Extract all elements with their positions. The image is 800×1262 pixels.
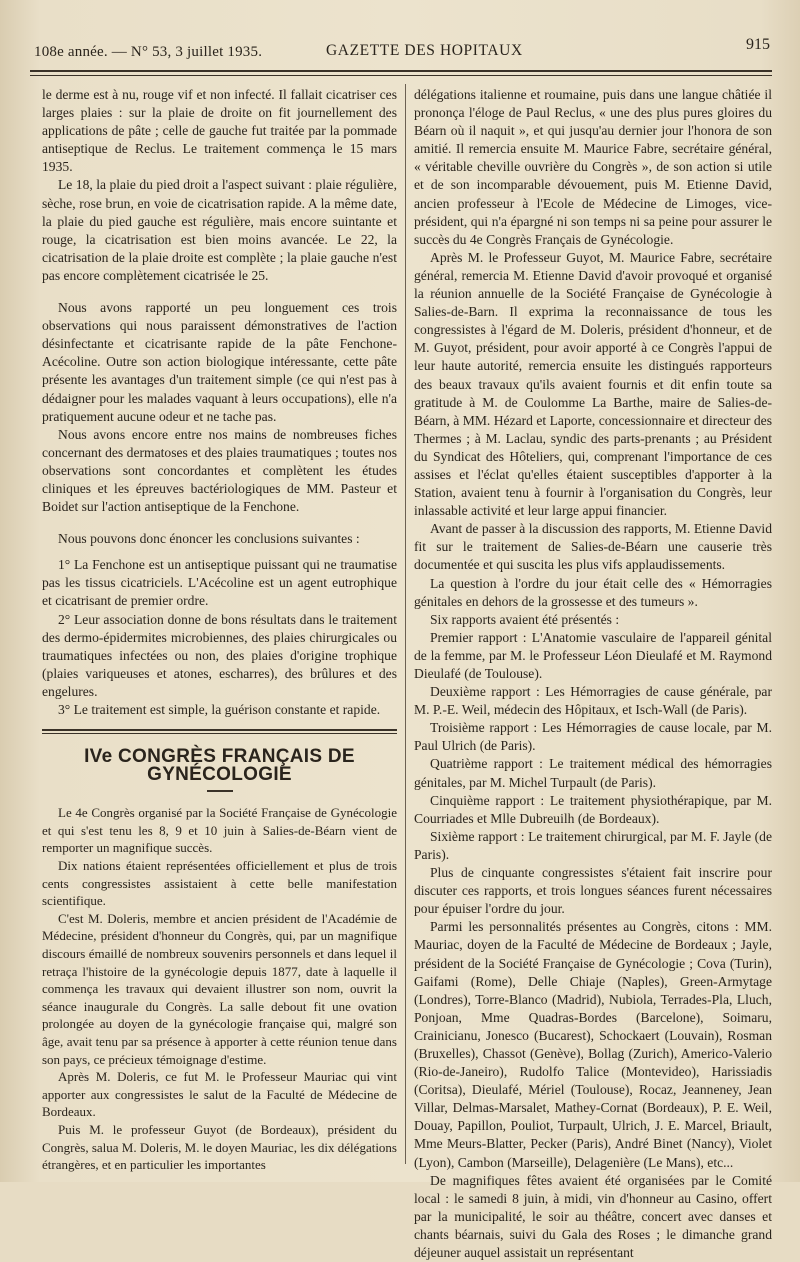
paragraph: Dix nations étaient représentées officiellement et plus de trois cents congressistes assistaient à cette belle manifestation scientifique. [42, 858, 397, 909]
header-rule [30, 70, 772, 72]
paragraph: Après M. le Professeur Guyot, M. Maurice Fabre, secrétaire général, remercia M. Etienne David d'avoir provoqué et organisé la réunion annuelle de la Société Française de Gynécologie à Salies-de-Barn. Il exprima la reconnaissance de tous les congressistes à l'égard de M. Doleris, président d'honneur, et de M. Guyot, président, pour avoir apporté à ce Congrès l'appui de leur haute autorité, remercia ensuite les distingués rapporteurs des beaux travaux qu'ils avaient fournis et dit enfin toute sa gratitude à M. de Coulomme La Barthe, maire de Salies-de-Béarn, à MM. Hézard et Laporte, concessionnaire et directeur des Thermes ; à M. Laclau, syndic des parts-prenants ; au Président du Syndicat des Hôteliers, qui, comprenant l'importance de ces assises et l'éclat qu'elles étaient susceptibles d'apporter à la Station, avaient tenu à fournir à l'organisation du Congrès, leur inlassable activité et leur large appui financier. [414, 249, 772, 519]
paragraph: C'est M. Doleris, membre et ancien président de l'Académie de Médecine, président d'honneur du Congrès, qui, par un magnifique discours émaillé de nombreux souvenirs personnels et dans lequel il retraça l'histoire de la gynécologie depuis 1877, date à laquelle il commença les travaux qui devaient illustrer son nom, ouvrit la séance inaugurale du Congrès. La salle debout fit une ovation prolongée au doyen de la gynécologie française qui, malgré son âge, avait tenu par sa présence à apporter à cette réunion tenue dans son pays, ce précieux témoignage d'estime. [42, 910, 397, 1067]
section-rule-thin [42, 733, 397, 734]
title-underline [207, 790, 233, 792]
paragraph: La question à l'ordre du jour était celle des « Hémorragies génitales en dehors de la grossesse et des tumeurs ». [414, 575, 772, 609]
paragraph: Nous avons rapporté un peu longuement ces trois observations qui nous paraissent démonstratives de l'action désinfectante et cicatrisante rapide de la pâte Fenchone-Acécoline. Outre son action biologique intéressante, cette pâte présente les avantages d'un traitement simple (ce qui n'est pas à dédaigner pour les malades vaquant à leurs occupations), elle n'a pratiquement aucune odeur et ne tache pas. [42, 300, 397, 424]
conclusion-item: 3° Le traitement est simple, la guérison constante et rapide. [58, 702, 381, 717]
page-number: 915 [746, 36, 770, 53]
paragraph: Six rapports avaient été présentés : [430, 611, 620, 627]
conclusion-item: 2° Leur association donne de bons résultats dans le traitement des dermo-épidermites microbiennes, des plaies chirurgicales ou traumatiques infectées ou non, des plaies d'origine trophique (plaies variqueuses et atones, escharres), des brûlures et des engelures. [42, 611, 397, 699]
paragraph: De magnifiques fêtes avaient été organisées par le Comité local : le samedi 8 juin, à midi, vin d'honneur au Casino, offert par la municipalité, le soir au théâtre, concert avec danses et chants béarnais, suivi du Gala des Roses ; le dimanche grand déjeuner auquel assistait un représentant [414, 1172, 772, 1260]
report-item: Quatrième rapport : Le traitement médical des hémorragies génitales, par M. Michel Turpault (de Paris). [414, 756, 772, 790]
right-column [414, 86, 772, 1262]
report-item: Deuxième rapport : Les Hémorragies de cause générale, par M. P.-E. Weil, médecin des Hôpitaux, et Isch-Wall (de Paris). [414, 684, 772, 718]
section-title: IVe CONGRÈS FRANÇAIS DE GYNÉCOLOGIE [84, 746, 355, 786]
conclusion-item: 1° La Fenchone est un antiseptique puissant qui ne traumatise pas les tissus cicatriciels. L'Acécoline est un agent eutrophique et cicatrisant de premier ordre. [42, 557, 397, 609]
paragraph: Parmi les personnalités présentes au Congrès, citons : MM. Mauriac, doyen de la Faculté de Médecine de Bordeaux ; Jayle, président de la Société Française de Gynécologie ; Cova (Turin), Gaifami (Rome), Delle Chiaje (Naples), Green-Armytage (Londres), Torre-Blanco (Madrid), Nubiola, Terrades-Pla, Lluch, Ponjoan, Mme Quadras-Bordes (Barcelone), Soimaru, Crainicianu, Jonesco (Bucarest), Schockaert (Louvain), Rosman (Bruxelles), Chassot (Genève), Bollag (Zurich), Americo-Valerio (Rio-de-Janeiro), Rudolfo Talice (Montevideo), Harissiadis (Coritsa), Dieulafé, Mériel (Toulouse), Rocaz, Jeanneney, Jean Villar, Delmas-Marsalet, Mathey-Cornat (Bordeaux), P. E. Weil, Douay, Papillon, Pouliot, Turpault, Ulrich, J. E. Marcel, Briault, Mme Meurs-Blatter, Pecker (Paris), André Binet (Nancy), Violet (Lyon), Cambon (Marseille), Delagenière (Le Mans), etc... [414, 919, 772, 1170]
report-item: Cinquième rapport : Le traitement physiothérapique, par M. Courriades et Mlle Dubreuilh (de Bordeaux). [414, 792, 772, 826]
paragraph: Après M. Doleris, ce fut M. le Professeur Mauriac qui vint apporter aux congressistes le salut de la Faculté de Médecine de Bordeaux. [42, 1069, 397, 1120]
column-separator [405, 84, 406, 1164]
paragraph: Plus de cinquante congressistes s'étaient fait inscrire pour discuter ces rapports, et trois longues séances furent nécessaires pour épuiser l'ordre du jour. [414, 865, 772, 917]
report-item: Premier rapport : L'Anatomie vasculaire de l'appareil génital de la femme, par M. le Professeur Léon Dieulafé et M. Raymond Dieulafé (de Toulouse). [414, 629, 772, 681]
issue-line: 108e année. — N° 53, 3 juillet 1935. [34, 44, 263, 60]
paragraph: Avant de passer à la discussion des rapports, M. Etienne David fit sur le traitement de Salies-de-Béarn une causerie très documentée et qui suscita les plus vifs applaudissements. [414, 521, 772, 573]
paragraph: Le 18, la plaie du pied droit a l'aspect suivant : plaie régulière, sèche, rose brun, en voie de cicatrisation rapide. A la même date, la plaie du pied gauche est régulière, mais encore suintante et rouge, la cicatrisation est bien moins avancée. Le 22, la cicatrisation de la plaie droite est complète ; la plaie gauche n'est pas encore complètement cicatrisée le 25. [42, 177, 397, 283]
paragraph: Le 4e Congrès organisé par la Société Française de Gynécologie et qui s'est tenu les 8, 9 et 10 juin à Salies-de-Béarn vient de remporter un magnifique succès. [42, 805, 397, 856]
paragraph: Nous avons encore entre nos mains de nombreuses fiches concernant des dermatoses et des plaies traumatiques ; toutes nos observations sont concordantes et complètent les études cliniques et les épreuves bactériologiques de MM. Pasteur et Boidet sur l'action antiseptique de la Fenchone. [42, 426, 397, 515]
report-item: Sixième rapport : Le traitement chirurgical, par M. F. Jayle (de Paris). [414, 828, 772, 862]
paragraph: délégations italienne et roumaine, puis dans une langue châtiée il prononça l'éloge de Paul Reclus, « une des plus pures gloires du Béarn où il naquit », et qui jusqu'au dernier jour l'honora de son amitié. Il remercia ensuite M. Maurice Fabre, secrétaire général, « véritable cheville ouvrière du Congrès », de son action si utile et de son incomparable dévouement, puis M. Etienne David, ancien professeur à l'Ecole de Médecine de Limoges, vice-président, qui n'a épargné ni son temps ni sa peine pour assurer le succès du 4e Congrès Français de Gynécologie. [414, 87, 772, 247]
paragraph: le derme est à nu, rouge vif et non infecté. Il fallait cicatriser ces larges plaies : sur la plaie de droite on fit journellement des applications de pâte ; celle de gauche fut traitée par la pommade antiseptique de Reclus. Le traitement commença le 15 mars 1935. [42, 87, 397, 175]
left-column [42, 86, 397, 1174]
page-header [34, 36, 770, 66]
report-item: Troisième rapport : Les Hémorragies de cause locale, par M. Paul Ulrich (de Paris). [414, 720, 772, 754]
congress-article [42, 804, 397, 1173]
journal-title: GAZETTE DES HOPITAUX [326, 42, 523, 59]
header-rule-thin [30, 75, 772, 76]
paragraph: Puis M. le professeur Guyot (de Bordeaux), président du Congrès, salua M. Doleris, M. le doyen Mauriac, les dix délégations étrangères, et en particulier les importantes [42, 1121, 397, 1173]
section-rule [42, 729, 397, 731]
paragraph: Nous pouvons donc énoncer les conclusions suivantes : [58, 531, 360, 547]
